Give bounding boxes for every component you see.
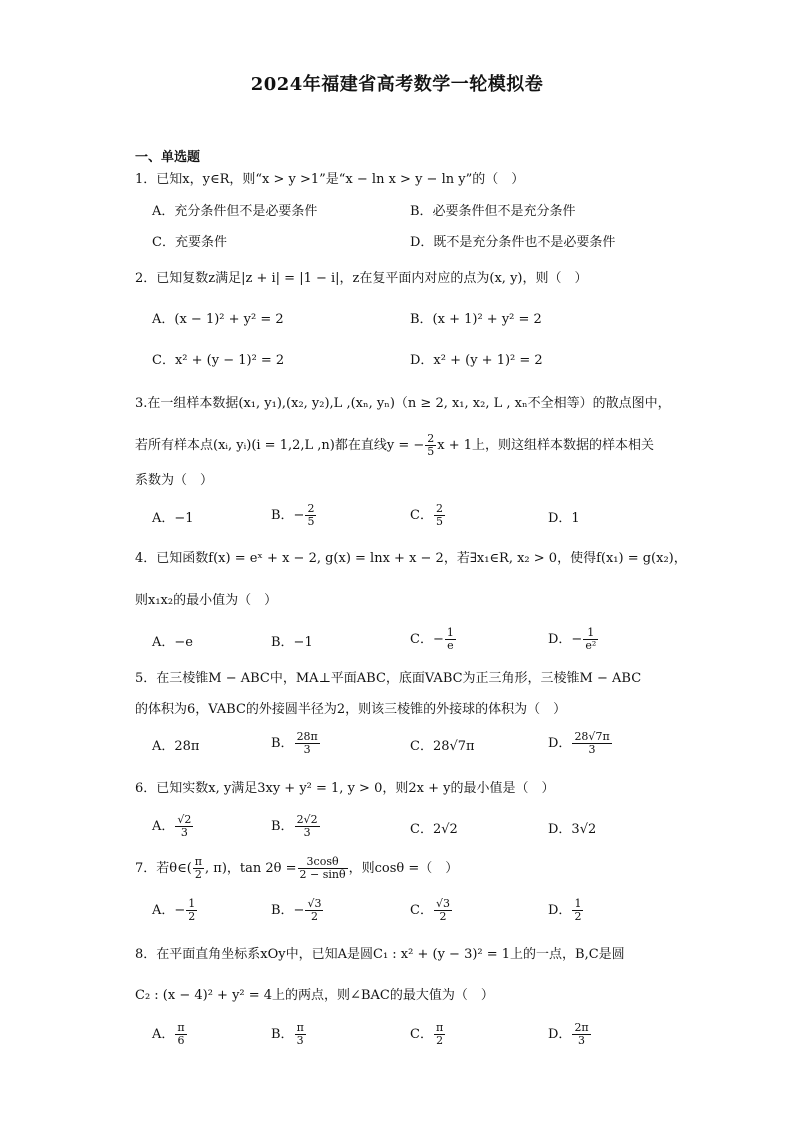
- question-5-stem-line2: 的体积为6，VABC的外接圆半径为2，则该三棱锥的外接球的体积为（ ）: [135, 702, 567, 717]
- question-4-option-d: D．− $\frac{1}{\text{e²}}$: [548, 626, 597, 653]
- question-8-stem-line1: 8．在平面直角坐标系xOy中，已知A是圆C₁ : x² + (y − 3)² = 1上的一点，B,C是圆: [135, 947, 625, 962]
- question-3-option-b: B．− $\frac{2}{5}$: [271, 502, 315, 529]
- question-1-option-d: D．既不是充分条件也不是必要条件: [410, 235, 616, 250]
- question-3-fraction: $\frac{2}{5}$: [427, 432, 435, 459]
- question-8-option-c: C． $\frac{\pi}{2}$: [410, 1021, 444, 1048]
- question-1-option-c: C．充要条件: [152, 235, 227, 250]
- question-5-stem-line1: 5．在三棱锥M − ABC中，MA⊥平面ABC，底面VABC为正三角形，三棱锥M − ABC: [135, 671, 642, 686]
- question-5-option-a: A．28π: [152, 739, 200, 754]
- question-3-stem-line2: [135, 433, 654, 458]
- question-5-option-d: D． $\frac{28√7\pi}{3}$: [548, 730, 610, 757]
- question-6-option-a: A． $\frac{√2}{3}$: [152, 813, 192, 840]
- question-3-stem-part-b: x + 1上，则这组样本数据的样本相关: [437, 438, 655, 454]
- question-8-stem-line2: C₂ : (x − 4)² + y² = 4上的两点，则∠BAC的最大值为（ ）: [135, 988, 494, 1003]
- question-4-stem-line1: 4．已知函数f(x) = eˣ + x − 2, g(x) = lnx + x − 2，若∃x₁∈R, x₂ > 0，使得f(x₁) = g(x₂)，: [135, 551, 687, 566]
- question-1-option-b: B．必要条件但不是充分条件: [410, 204, 576, 219]
- question-3-option-c: C． $\frac{2}{5}$: [410, 502, 443, 529]
- question-8-option-d: D． $\frac{2\pi}{3}$: [548, 1021, 589, 1048]
- page-title: 2024年福建省高考数学一轮模拟卷: [250, 74, 544, 95]
- question-2-option-c: C．x² + (y − 1)² = 2: [152, 353, 285, 368]
- question-1-option-a: A．充分条件但不是必要条件: [152, 204, 318, 219]
- question-4-option-a: A．−e: [152, 635, 193, 650]
- question-7-option-d: D． $\frac{1}{2}$: [548, 897, 582, 924]
- question-2-option-b: B．(x + 1)² + y² = 2: [410, 312, 542, 327]
- question-4-option-b: B．−1: [271, 635, 313, 650]
- question-7-option-c: C． $\frac{√3}{2}$: [410, 897, 450, 924]
- question-4-option-c: C．− $\frac{1}{e}$: [410, 626, 454, 653]
- question-1-stem: 1．已知x，y∈R，则“x > y >1”是“x − ln x > y − ln y”的（ ）: [135, 172, 525, 187]
- question-4-stem-line2: 则x₁x₂的最小值为（ ）: [135, 593, 278, 608]
- question-3-option-d: D．1: [548, 511, 580, 526]
- question-5-option-c: C．28√7π: [410, 739, 475, 754]
- question-2-stem: 2．已知复数z满足|z + i| = |1 − i|，z在复平面内对应的点为(x, y)，则（ ）: [135, 271, 588, 286]
- question-3-option-a: A．−1: [152, 511, 194, 526]
- question-6-stem: 6．已知实数x, y满足3xy + y² = 1, y > 0，则2x + y的最小值是（ ）: [135, 781, 555, 796]
- question-7-option-a: A．− $\frac{1}{2}$: [152, 897, 196, 924]
- question-7-stem: 7．若θ∈( $\frac{\pi}{2}$ , π)，tan 2θ = $\frac{3\cos\theta}{2 - \sin\theta}$ ，则cosθ =（ ）: [135, 855, 459, 882]
- question-6-option-b: B． $\frac{2√2}{3}$: [271, 813, 318, 840]
- question-3-stem-line1: 3.在一组样本数据(x₁, y₁),(x₂, y₂),L ,(xₙ, yₙ)（n ≥ 2, x₁, x₂, L , xₙ不全相等）的散点图中，: [135, 396, 671, 411]
- question-6-option-c: C．2√2: [410, 822, 458, 837]
- question-8-option-b: B． $\frac{\pi}{3}$: [271, 1021, 304, 1048]
- question-2-option-d: D．x² + (y + 1)² = 2: [410, 353, 543, 368]
- question-3-stem-part-a: 若所有样本点(xᵢ, yᵢ)(i = 1,2,L ,n)都在直线y = −: [135, 438, 425, 454]
- question-6-option-d: D．3√2: [548, 822, 597, 837]
- question-3-stem-line3: 系数为（ ）: [135, 473, 214, 488]
- section-heading: 一、单选题: [135, 150, 201, 165]
- question-7-option-b: B．− $\frac{√3}{2}$: [271, 897, 322, 924]
- question-5-option-b: B． $\frac{28\pi}{3}$: [271, 730, 318, 757]
- question-2-option-a: A．(x − 1)² + y² = 2: [152, 312, 284, 327]
- question-8-option-a: A． $\frac{\pi}{6}$: [152, 1021, 185, 1048]
